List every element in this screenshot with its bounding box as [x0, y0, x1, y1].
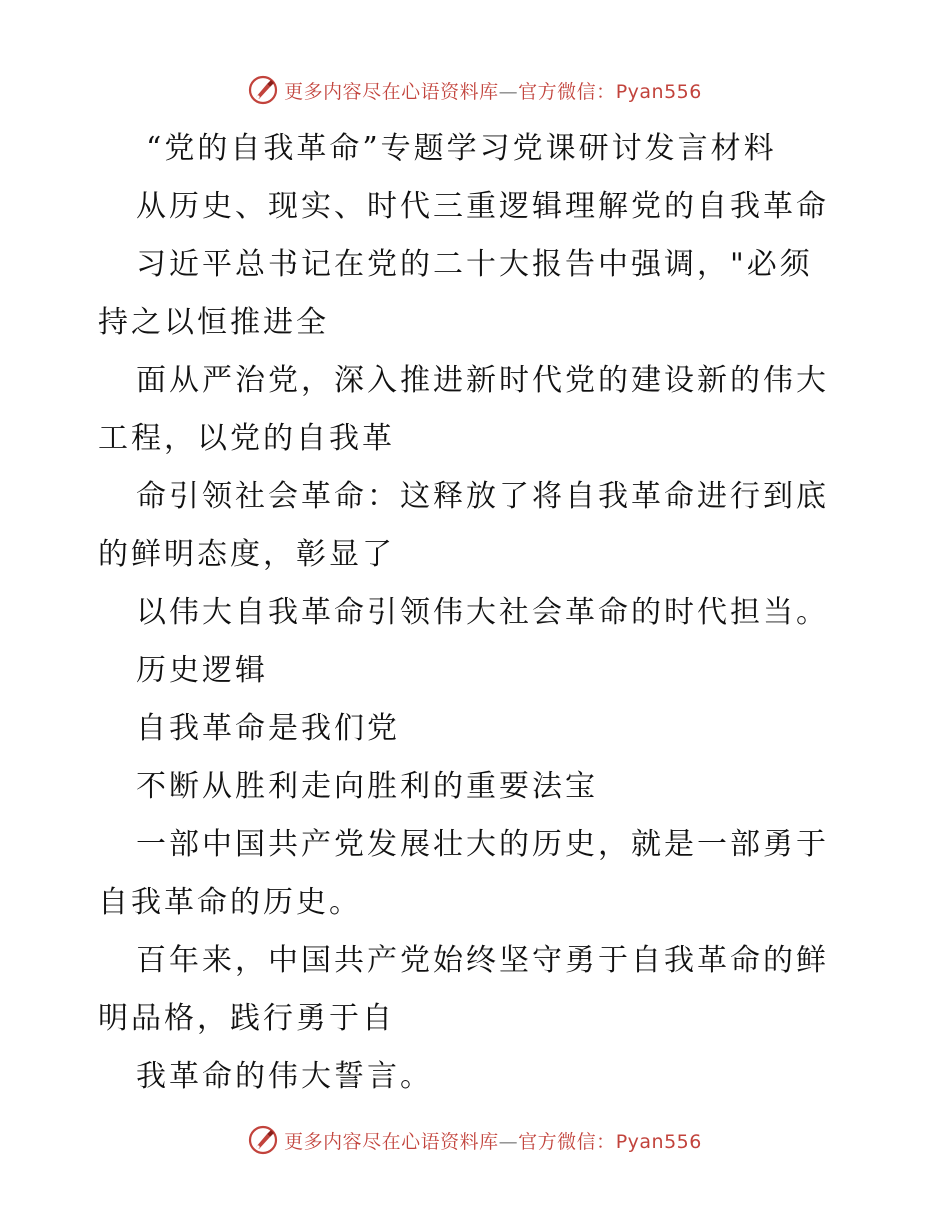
separator: —: [498, 80, 519, 103]
paragraph-line: 以伟大自我革命引领伟大社会革命的时代担当。: [136, 595, 829, 630]
footer-watermark-banner: [0, 1122, 950, 1158]
brand-name: 更多内容尽在心语资料库: [284, 1130, 499, 1153]
paragraph-line: 面从严治党，深入推进新时代党的建设新的伟大: [136, 363, 829, 398]
paragraph-line: 习近平总书记在党的二十大报告中强调，"必须: [136, 247, 813, 282]
subsection-heading: 不断从胜利走向胜利的重要法宝: [136, 769, 598, 804]
document-title: “党的自我革命”专题学习党课研讨发言材料: [146, 131, 777, 166]
pen-nib-icon: [248, 1125, 278, 1155]
paragraph-line: 我革命的伟大誓言。: [136, 1059, 433, 1094]
watermark-text: [284, 1127, 702, 1154]
wechat-label: 官方微信：: [518, 80, 616, 103]
header-watermark-banner: [0, 72, 950, 108]
wechat-handle: Pyan556: [615, 1130, 702, 1153]
paragraph-line: 百年来，中国共产党始终坚守勇于自我革命的鲜: [136, 943, 829, 978]
paragraph-line: 命引领社会革命：这释放了将自我革命进行到底: [136, 479, 829, 514]
paragraph-line: 明品格，践行勇于自: [98, 1001, 395, 1036]
brand-name: 更多内容尽在心语资料库: [284, 80, 499, 103]
paragraph-line: 工程，以党的自我革: [98, 421, 395, 456]
separator: —: [498, 1130, 519, 1153]
paragraph-line: 一部中国共产党发展壮大的历史，就是一部勇于: [136, 827, 829, 862]
paragraph-line: 自我革命的历史。: [98, 885, 362, 920]
document-subtitle: 从历史、现实、时代三重逻辑理解党的自我革命: [136, 189, 829, 224]
document-body: [98, 120, 858, 1106]
wechat-label: 官方微信：: [518, 1130, 616, 1153]
subsection-heading: 自我革命是我们党: [136, 711, 400, 746]
watermark-text: [284, 77, 702, 104]
section-heading: 历史逻辑: [136, 653, 268, 688]
pen-nib-icon: [248, 75, 278, 105]
wechat-handle: Pyan556: [615, 80, 702, 103]
paragraph-line: 持之以恒推进全: [98, 305, 329, 340]
paragraph-line: 的鲜明态度，彰显了: [98, 537, 395, 572]
